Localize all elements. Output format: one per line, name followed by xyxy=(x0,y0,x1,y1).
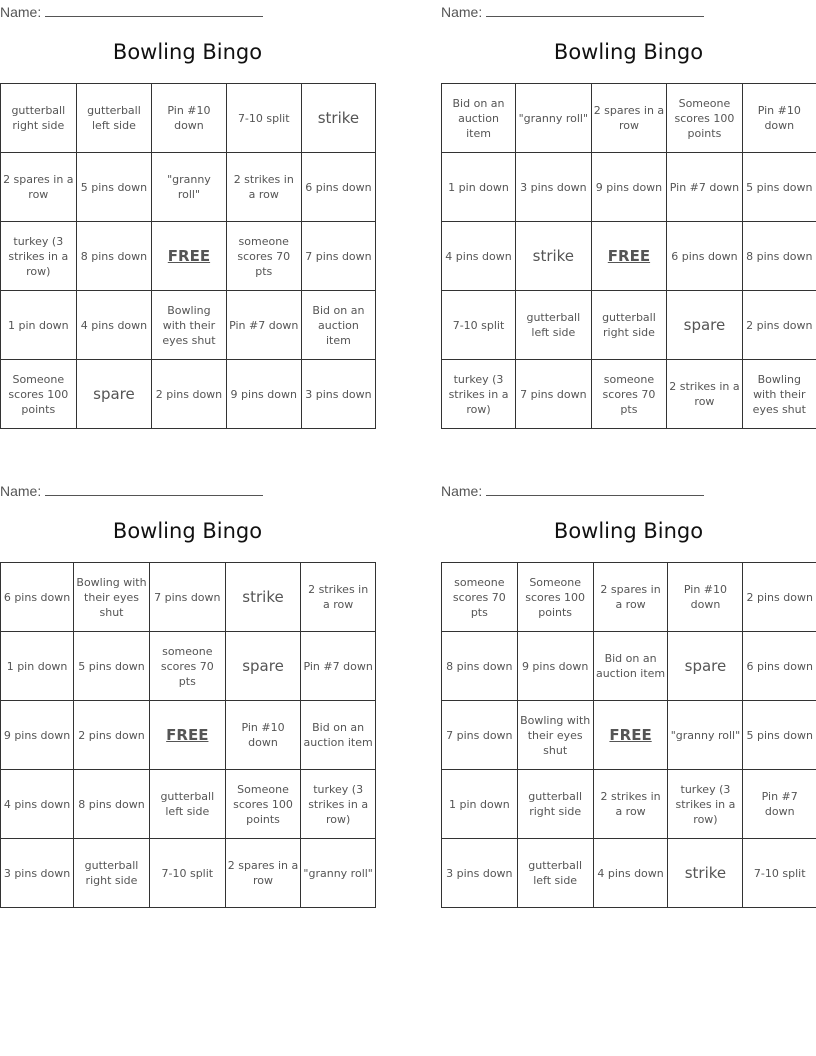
bingo-cell[interactable]: Pin #10 down xyxy=(152,84,226,153)
bingo-cell[interactable]: 7 pins down xyxy=(301,222,375,291)
bingo-cell[interactable]: Pin #7 down xyxy=(226,291,301,360)
name-blank-line[interactable] xyxy=(486,16,704,17)
bingo-grid xyxy=(441,83,816,429)
name-label: Name: xyxy=(441,4,483,20)
bingo-cell[interactable]: turkey (3 strikes in a row) xyxy=(442,360,516,429)
bingo-cell[interactable]: gutterball left side xyxy=(149,770,225,839)
name-blank-line[interactable] xyxy=(486,495,704,496)
bingo-cell[interactable]: "granny roll" xyxy=(301,839,376,908)
bingo-cell[interactable]: gutterball right side xyxy=(74,839,150,908)
bingo-cell[interactable]: 2 strikes in a row xyxy=(593,770,668,839)
bingo-row xyxy=(1,632,376,701)
bingo-cell[interactable]: 1 pin down xyxy=(442,770,518,839)
name-label: Name: xyxy=(0,4,42,20)
bingo-cell[interactable]: 7-10 split xyxy=(442,291,516,360)
bingo-cell[interactable]: strike xyxy=(301,84,375,153)
bingo-cell[interactable]: 3 pins down xyxy=(442,839,518,908)
bingo-cell[interactable]: 9 pins down xyxy=(1,701,74,770)
bingo-cell[interactable]: Someone scores 100 points xyxy=(1,360,77,429)
card-title: Bowling Bingo xyxy=(112,40,263,64)
bingo-cell[interactable]: 7-10 split xyxy=(226,84,301,153)
bingo-cell[interactable]: Someone scores 100 points xyxy=(517,563,593,632)
bingo-row xyxy=(1,84,376,153)
bingo-cell[interactable]: 6 pins down xyxy=(743,632,816,701)
bingo-cell[interactable]: strike xyxy=(668,839,743,908)
bingo-cell[interactable]: someone scores 70 pts xyxy=(591,360,667,429)
bingo-cell[interactable]: 3 pins down xyxy=(301,360,375,429)
bingo-cell[interactable]: 3 pins down xyxy=(1,839,74,908)
bingo-cell[interactable]: turkey (3 strikes in a row) xyxy=(301,770,376,839)
bingo-row xyxy=(1,770,376,839)
bingo-cell[interactable]: 2 pins down xyxy=(152,360,226,429)
bingo-cell[interactable]: Bowling with their eyes shut xyxy=(152,291,226,360)
bingo-cell[interactable]: someone scores 70 pts xyxy=(149,632,225,701)
bingo-cell[interactable]: 6 pins down xyxy=(667,222,742,291)
bingo-cell[interactable]: 9 pins down xyxy=(591,153,667,222)
bingo-row xyxy=(442,770,816,839)
name-blank-line[interactable] xyxy=(45,495,263,496)
bingo-row xyxy=(1,563,376,632)
bingo-cell[interactable]: Bowling with their eyes shut xyxy=(74,563,150,632)
bingo-cell[interactable]: gutterball left side xyxy=(516,291,592,360)
free-space[interactable]: FREE xyxy=(591,222,667,291)
bingo-card-2 xyxy=(441,0,816,440)
bingo-cell[interactable]: 7 pins down xyxy=(149,563,225,632)
bingo-cell[interactable]: spare xyxy=(668,632,743,701)
bingo-cell[interactable]: 7 pins down xyxy=(442,701,518,770)
name-label: Name: xyxy=(441,483,483,499)
bingo-cell[interactable]: Bid on an auction item xyxy=(442,84,516,153)
bingo-cell[interactable]: 4 pins down xyxy=(76,291,152,360)
bingo-cell[interactable]: 9 pins down xyxy=(517,632,593,701)
bingo-row xyxy=(442,222,816,291)
bingo-cell[interactable]: 2 pins down xyxy=(742,291,816,360)
bingo-cell[interactable]: 4 pins down xyxy=(1,770,74,839)
bingo-cell[interactable]: Bid on an auction item xyxy=(593,632,668,701)
bingo-row xyxy=(1,701,376,770)
bingo-cell[interactable]: 2 strikes in a row xyxy=(226,153,301,222)
bingo-cell[interactable]: spare xyxy=(667,291,742,360)
bingo-cell[interactable]: 1 pin down xyxy=(1,291,77,360)
bingo-cell[interactable]: 8 pins down xyxy=(742,222,816,291)
bingo-cell[interactable]: Bowling with their eyes shut xyxy=(517,701,593,770)
bingo-row xyxy=(442,153,816,222)
bingo-cell[interactable]: 1 pin down xyxy=(1,632,74,701)
free-space[interactable]: FREE xyxy=(149,701,225,770)
bingo-cell[interactable]: 4 pins down xyxy=(442,222,516,291)
bingo-cell[interactable]: 8 pins down xyxy=(74,770,150,839)
bingo-cell[interactable]: gutterball left side xyxy=(76,84,152,153)
bingo-cell[interactable]: Pin #7 down xyxy=(301,632,376,701)
bingo-cell[interactable]: strike xyxy=(225,563,301,632)
name-field[interactable] xyxy=(0,481,263,499)
bingo-row xyxy=(1,360,376,429)
bingo-row xyxy=(442,632,816,701)
bingo-cell[interactable]: someone scores 70 pts xyxy=(442,563,518,632)
name-blank-line[interactable] xyxy=(45,16,263,17)
bingo-cell[interactable]: 2 strikes in a row xyxy=(667,360,742,429)
bingo-cell[interactable]: Pin #10 down xyxy=(668,563,743,632)
bingo-cell[interactable]: 8 pins down xyxy=(442,632,518,701)
bingo-cell[interactable]: turkey (3 strikes in a row) xyxy=(668,770,743,839)
card-title: Bowling Bingo xyxy=(112,519,263,543)
bingo-row xyxy=(442,839,816,908)
card-title: Bowling Bingo xyxy=(553,519,704,543)
bingo-card-4 xyxy=(441,479,816,919)
bingo-cell[interactable]: gutterball right side xyxy=(591,291,667,360)
bingo-cell[interactable]: Someone scores 100 points xyxy=(225,770,301,839)
bingo-cell[interactable]: 6 pins down xyxy=(1,563,74,632)
bingo-cell[interactable]: 7-10 split xyxy=(149,839,225,908)
bingo-cell[interactable]: spare xyxy=(225,632,301,701)
bingo-cell[interactable]: 2 spares in a row xyxy=(591,84,667,153)
bingo-row xyxy=(1,839,376,908)
bingo-cell[interactable]: Pin #7 down xyxy=(743,770,816,839)
bingo-cell[interactable]: 2 spares in a row xyxy=(593,563,668,632)
bingo-cell[interactable]: 8 pins down xyxy=(76,222,152,291)
bingo-grid xyxy=(0,562,376,908)
bingo-row xyxy=(1,153,376,222)
bingo-cell[interactable]: 6 pins down xyxy=(301,153,375,222)
bingo-cell[interactable]: gutterball left side xyxy=(517,839,593,908)
name-field[interactable] xyxy=(441,2,704,20)
bingo-row xyxy=(442,291,816,360)
bingo-row xyxy=(1,222,376,291)
bingo-cell[interactable]: someone scores 70 pts xyxy=(226,222,301,291)
bingo-cell[interactable]: Bowling with their eyes shut xyxy=(742,360,816,429)
bingo-cell[interactable]: 5 pins down xyxy=(74,632,150,701)
bingo-card-1 xyxy=(0,0,376,440)
bingo-cell[interactable]: 9 pins down xyxy=(226,360,301,429)
bingo-row xyxy=(442,701,816,770)
bingo-cell[interactable]: 2 spares in a row xyxy=(1,153,77,222)
bingo-cell[interactable]: 2 spares in a row xyxy=(225,839,301,908)
bingo-cell[interactable]: Bid on an auction item xyxy=(301,291,375,360)
free-space[interactable]: FREE xyxy=(152,222,226,291)
bingo-cell[interactable]: strike xyxy=(516,222,592,291)
bingo-cell[interactable]: gutterball right side xyxy=(1,84,77,153)
bingo-cell[interactable]: Pin #10 down xyxy=(742,84,816,153)
bingo-card-3 xyxy=(0,479,376,919)
bingo-cell[interactable]: 3 pins down xyxy=(516,153,592,222)
bingo-grid xyxy=(441,562,816,908)
name-field[interactable] xyxy=(441,481,704,499)
bingo-cell[interactable]: 7 pins down xyxy=(516,360,592,429)
bingo-cell[interactable]: Pin #7 down xyxy=(667,153,742,222)
bingo-row xyxy=(442,84,816,153)
bingo-cell[interactable]: 4 pins down xyxy=(593,839,668,908)
bingo-cell[interactable]: spare xyxy=(76,360,152,429)
bingo-cell[interactable]: 5 pins down xyxy=(742,153,816,222)
bingo-cell[interactable]: Bid on an auction item xyxy=(301,701,376,770)
bingo-cell[interactable]: "granny roll" xyxy=(152,153,226,222)
bingo-cell[interactable]: 5 pins down xyxy=(76,153,152,222)
bingo-cell[interactable]: 2 strikes in a row xyxy=(301,563,376,632)
bingo-cell[interactable]: turkey (3 strikes in a row) xyxy=(1,222,77,291)
bingo-cell[interactable]: "granny roll" xyxy=(668,701,743,770)
free-space[interactable]: FREE xyxy=(593,701,668,770)
bingo-row xyxy=(442,360,816,429)
bingo-cell[interactable]: 1 pin down xyxy=(442,153,516,222)
name-field[interactable] xyxy=(0,2,263,20)
bingo-cell[interactable]: 2 pins down xyxy=(74,701,150,770)
bingo-cell[interactable]: 2 pins down xyxy=(743,563,816,632)
bingo-row xyxy=(1,291,376,360)
bingo-cell[interactable]: "granny roll" xyxy=(516,84,592,153)
bingo-grid xyxy=(0,83,376,429)
bingo-cell[interactable]: Pin #10 down xyxy=(225,701,301,770)
bingo-cell[interactable]: gutterball right side xyxy=(517,770,593,839)
bingo-cell[interactable]: 5 pins down xyxy=(743,701,816,770)
bingo-cell[interactable]: 7-10 split xyxy=(743,839,816,908)
name-label: Name: xyxy=(0,483,42,499)
bingo-cell[interactable]: Someone scores 100 points xyxy=(667,84,742,153)
card-title: Bowling Bingo xyxy=(553,40,704,64)
bingo-row xyxy=(442,563,816,632)
